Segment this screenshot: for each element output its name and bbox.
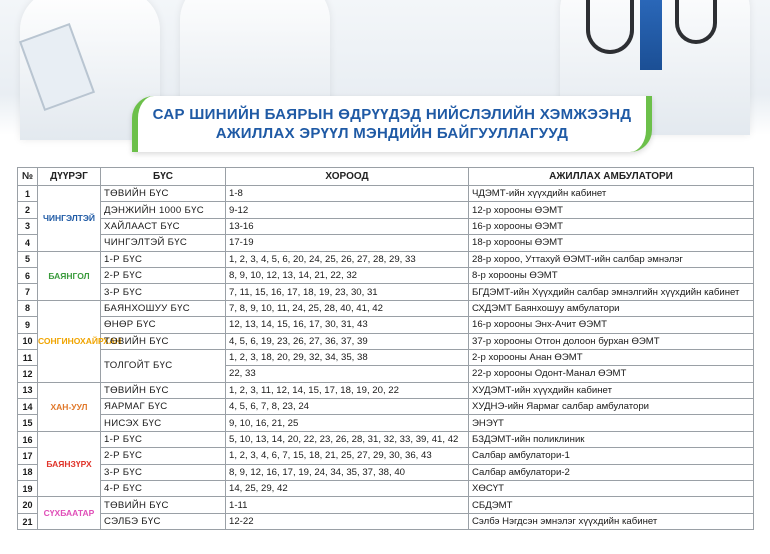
clinic-cell: ХУДНЭ-ийн Яармаг салбар амбулатори	[469, 399, 754, 415]
clinic-cell: Салбар амбулатори-1	[469, 448, 754, 464]
table-row	[18, 186, 754, 202]
row-number: 3	[18, 218, 38, 234]
bus-cell: ДЭНЖИЙН 1000 БҮС	[101, 202, 226, 218]
district-sukhbaatar: СҮХБААТАР	[38, 497, 101, 530]
row-number: 8	[18, 300, 38, 316]
district-khan-uul: ХАН-УУЛ	[38, 382, 101, 431]
bus-cell: БАЯНХОШУУ БҮС	[101, 300, 226, 316]
stethoscope-image	[586, 0, 634, 54]
clinic-table	[17, 167, 754, 530]
bus-cell: 1-Р БҮС	[101, 251, 226, 267]
table-row	[18, 382, 754, 398]
bus-cell: ЧИНГЭЛТЭЙ БҮС	[101, 235, 226, 251]
district-bayangol: БАЯНГОЛ	[38, 251, 101, 300]
table-row	[18, 202, 754, 218]
khoroo-cell: 9-12	[226, 202, 469, 218]
row-number: 12	[18, 366, 38, 382]
khoroo-cell: 7, 8, 9, 10, 11, 24, 25, 28, 40, 41, 42	[226, 300, 469, 316]
khoroo-cell: 8, 9, 12, 16, 17, 19, 24, 34, 35, 37, 38, 40	[226, 464, 469, 480]
clinic-cell: 16-р хорооны ӨЭМТ	[469, 218, 754, 234]
clinic-cell: 22-р хорооны Одонт-Манал ӨЭМТ	[469, 366, 754, 382]
district-chingeltei: ЧИНГЭЛТЭЙ	[38, 186, 101, 252]
district-bayanzurkh: БАЯНЗҮРХ	[38, 431, 101, 497]
clinic-cell: ХУДЭМТ-ийн хүүхдийн кабинет	[469, 382, 754, 398]
row-number: 20	[18, 497, 38, 513]
clinic-cell: СХДЭМТ Баянхошуу амбулатори	[469, 300, 754, 316]
clinic-cell: БГДЭМТ-ийн Хүүхдийн салбар эмнэлгийн хүүхдийн кабинет	[469, 284, 754, 300]
table-row	[18, 333, 754, 349]
bus-cell: ТӨВИЙН БҮС	[101, 497, 226, 513]
bus-cell: ХАЙЛААСТ БҮС	[101, 218, 226, 234]
clinic-cell: Салбар амбулатори-2	[469, 464, 754, 480]
clinic-cell: 18-р хорооны ӨЭМТ	[469, 235, 754, 251]
table-row	[18, 464, 754, 480]
row-number: 18	[18, 464, 38, 480]
khoroo-cell: 1, 2, 3, 18, 20, 29, 32, 34, 35, 38	[226, 349, 469, 365]
table-row	[18, 415, 754, 431]
tie-image	[640, 0, 662, 70]
khoroo-cell: 4, 5, 6, 7, 8, 23, 24	[226, 399, 469, 415]
table-row	[18, 431, 754, 447]
row-number: 2	[18, 202, 38, 218]
bus-cell: ТӨВИЙН БҮС	[101, 382, 226, 398]
header-bus: БҮС	[101, 168, 226, 186]
khoroo-cell: 1, 2, 3, 11, 12, 14, 15, 17, 18, 19, 20, 22	[226, 382, 469, 398]
title-banner	[132, 96, 652, 152]
row-number: 9	[18, 317, 38, 333]
clinic-cell: 28-р хороо, Уттахуй ӨЭМТ-ийн салбар эмнэлэг	[469, 251, 754, 267]
clinic-cell: 8-р хорооны ӨЭМТ	[469, 267, 754, 283]
header-clinic: АЖИЛЛАХ АМБУЛАТОРИ	[469, 168, 754, 186]
khoroo-cell: 5, 10, 13, 14, 20, 22, 23, 26, 28, 31, 32, 33, 39, 41, 42	[226, 431, 469, 447]
bus-cell: 1-Р БҮС	[101, 431, 226, 447]
khoroo-cell: 9, 10, 16, 21, 25	[226, 415, 469, 431]
row-number: 11	[18, 349, 38, 365]
row-number: 16	[18, 431, 38, 447]
table-row	[18, 349, 754, 365]
table-row	[18, 513, 754, 529]
row-number: 19	[18, 481, 38, 497]
header-no: №	[18, 168, 38, 186]
bus-cell: СЭЛБЭ БҮС	[101, 513, 226, 529]
clinic-cell: 2-р хорооны Анан ӨЭМТ	[469, 349, 754, 365]
khoroo-cell: 14, 25, 29, 42	[226, 481, 469, 497]
clinic-cell: ЧДЭМТ-ийн хүүхдийн кабинет	[469, 186, 754, 202]
header-district: ДҮҮРЭГ	[38, 168, 101, 186]
row-number: 5	[18, 251, 38, 267]
row-number: 21	[18, 513, 38, 529]
bus-cell: 3-Р БҮС	[101, 464, 226, 480]
bus-cell: ТӨВИЙН БҮС	[101, 333, 226, 349]
row-number: 13	[18, 382, 38, 398]
title-line-2: АЖИЛЛАХ ЭРҮҮЛ МЭНДИЙН БАЙГУУЛЛАГУУД	[215, 125, 569, 142]
khoroo-cell: 4, 5, 6, 19, 23, 26, 27, 36, 37, 39	[226, 333, 469, 349]
table-row	[18, 218, 754, 234]
table-header-row	[18, 168, 754, 186]
clinic-cell: ХӨСҮТ	[469, 481, 754, 497]
bus-cell: 3-Р БҮС	[101, 284, 226, 300]
table-row	[18, 300, 754, 316]
row-number: 14	[18, 399, 38, 415]
table-row	[18, 497, 754, 513]
clinic-cell: 37-р хорооны Отгон долоон бурхан ӨЭМТ	[469, 333, 754, 349]
khoroo-cell: 7, 11, 15, 16, 17, 18, 19, 23, 30, 31	[226, 284, 469, 300]
bus-cell: ЯАРМАГ БҮС	[101, 399, 226, 415]
khoroo-cell: 1, 2, 3, 4, 5, 6, 20, 24, 25, 26, 27, 28, 29, 33	[226, 251, 469, 267]
khoroo-cell: 8, 9, 10, 12, 13, 14, 21, 22, 32	[226, 267, 469, 283]
khoroo-cell: 17-19	[226, 235, 469, 251]
khoroo-cell: 1, 2, 3, 4, 6, 7, 15, 18, 21, 25, 27, 29, 30, 36, 43	[226, 448, 469, 464]
row-number: 10	[18, 333, 38, 349]
khoroo-cell: 1-11	[226, 497, 469, 513]
clinic-cell: БЗДЭМТ-ийн поликлиник	[469, 431, 754, 447]
title-line-1: САР ШИНИЙН БАЯРЫН ӨДРҮҮДЭД НИЙСЛЭЛИЙН ХЭМЖЭЭНД	[152, 106, 632, 123]
row-number: 1	[18, 186, 38, 202]
table-row	[18, 267, 754, 283]
table-row	[18, 284, 754, 300]
table-row	[18, 251, 754, 267]
district-songinokhairkhan: СОНГИНОХАЙРХАН	[38, 300, 101, 382]
row-number: 15	[18, 415, 38, 431]
clinic-cell: ЭНЭҮТ	[469, 415, 754, 431]
bus-cell: ӨНӨР БҮС	[101, 317, 226, 333]
khoroo-cell: 1-8	[226, 186, 469, 202]
table-row	[18, 399, 754, 415]
bus-cell: ТОЛГОЙТ БҮС	[101, 349, 226, 382]
clinic-cell: Сэлбэ Нэгдсэн эмнэлэг хүүхдийн кабинет	[469, 513, 754, 529]
bus-cell: 2-Р БҮС	[101, 267, 226, 283]
bus-cell: ТӨВИЙН БҮС	[101, 186, 226, 202]
clinic-cell: 16-р хорооны Энх-Ачит ӨЭМТ	[469, 317, 754, 333]
bus-cell: 2-Р БҮС	[101, 448, 226, 464]
table-row	[18, 448, 754, 464]
row-number: 7	[18, 284, 38, 300]
row-number: 17	[18, 448, 38, 464]
khoroo-cell: 22, 33	[226, 366, 469, 382]
clinic-cell: СБДЭМТ	[469, 497, 754, 513]
table-row	[18, 317, 754, 333]
stethoscope-image-2	[675, 0, 717, 44]
khoroo-cell: 12-22	[226, 513, 469, 529]
bus-cell: НИСЭХ БҮС	[101, 415, 226, 431]
bus-cell: 4-Р БҮС	[101, 481, 226, 497]
table-row	[18, 481, 754, 497]
row-number: 4	[18, 235, 38, 251]
clinic-cell: 12-р хорооны ӨЭМТ	[469, 202, 754, 218]
header-khoroo: ХОРООД	[226, 168, 469, 186]
table-row	[18, 235, 754, 251]
khoroo-cell: 13-16	[226, 218, 469, 234]
row-number: 6	[18, 267, 38, 283]
khoroo-cell: 12, 13, 14, 15, 16, 17, 30, 31, 43	[226, 317, 469, 333]
